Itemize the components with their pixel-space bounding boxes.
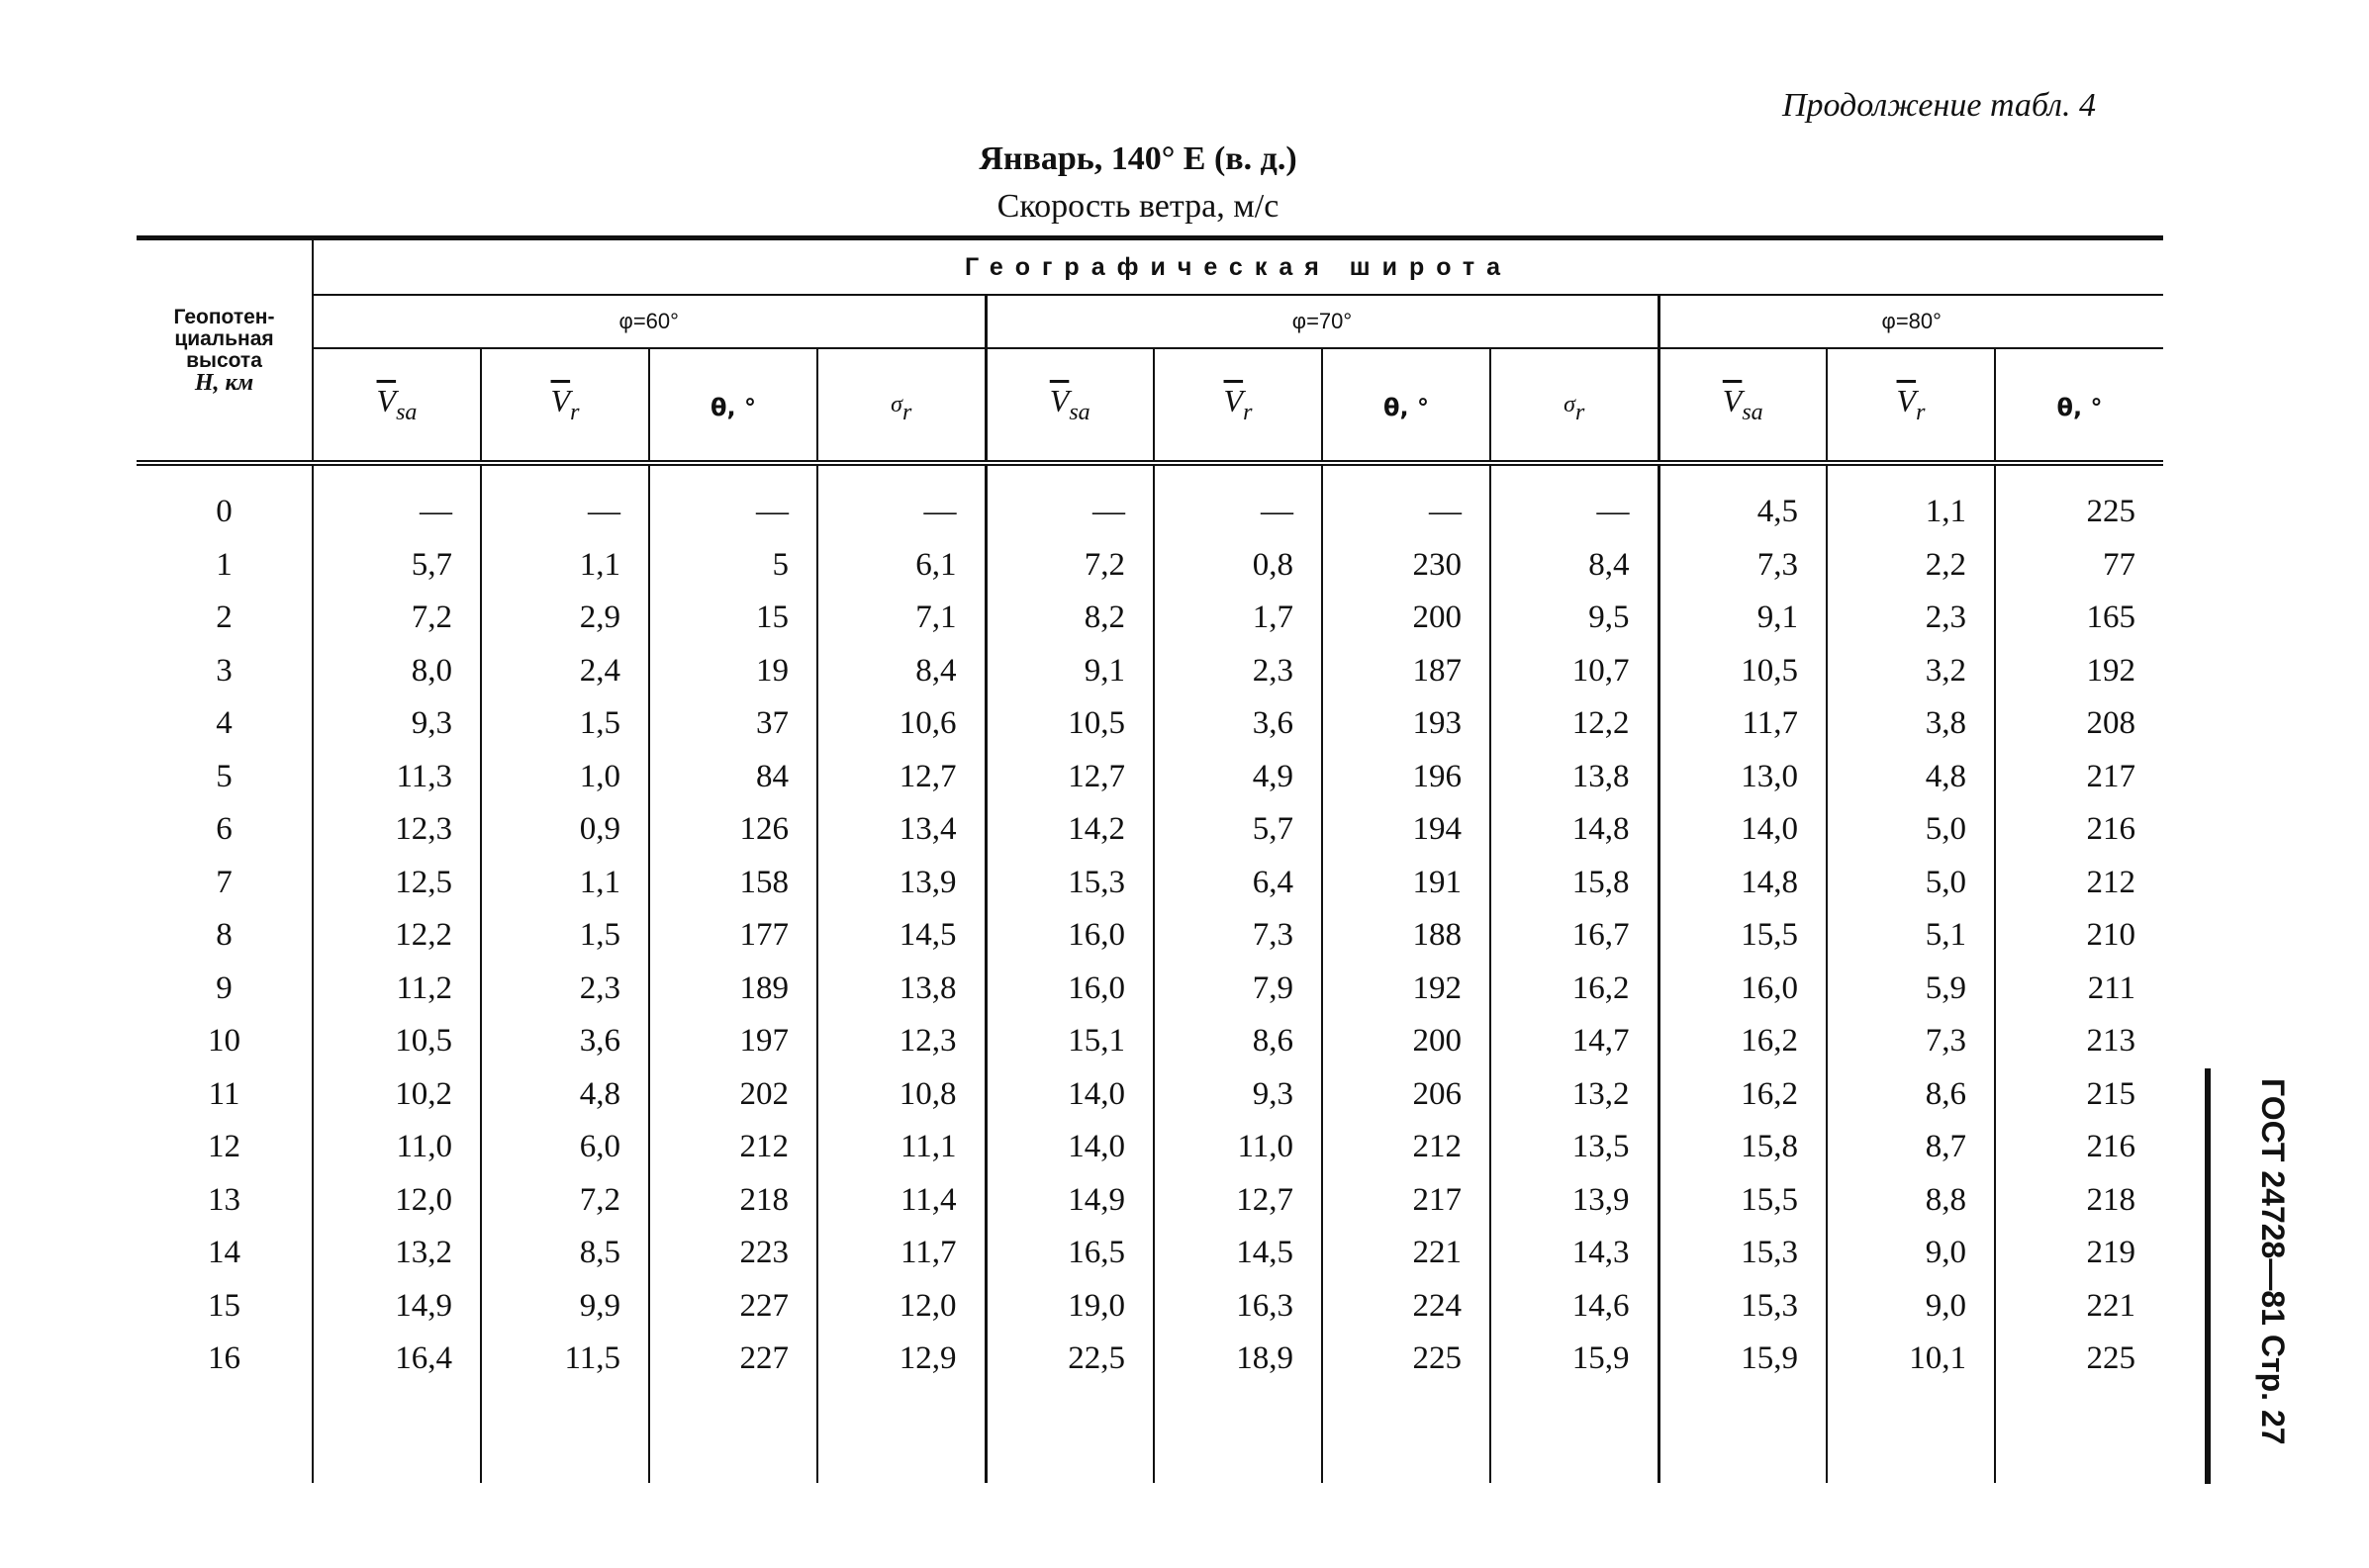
- table-row: [137, 1280, 2163, 1334]
- col-vsa-70: $\overline{V}_{sa}$: [986, 348, 1154, 463]
- cell-vsa-80: 16,2: [1658, 1015, 1827, 1068]
- row-header-line-3: высота: [186, 349, 262, 372]
- cell-height: 3: [137, 645, 313, 698]
- cell-vr-70: 9,3: [1154, 1068, 1322, 1122]
- cell-theta-80: 225: [1995, 1333, 2163, 1386]
- cell-sigma-70: 9,5: [1490, 592, 1658, 645]
- table-row: [137, 1227, 2163, 1280]
- col-theta-70: θ, °: [1322, 348, 1490, 463]
- cell-theta-70: 200: [1322, 1015, 1490, 1068]
- cell-theta-70: 212: [1322, 1121, 1490, 1174]
- cell-vr-80: 3,2: [1827, 645, 1995, 698]
- cell-vr-70: 3,6: [1154, 697, 1322, 751]
- cell-sigma-60: 13,9: [817, 857, 986, 910]
- cell-theta-70: 188: [1322, 909, 1490, 963]
- cell-vr-60: 2,3: [481, 963, 649, 1016]
- cell-height: 14: [137, 1227, 313, 1280]
- cell-vr-80: 1,1: [1827, 486, 1995, 539]
- cell-sigma-60: 8,4: [817, 645, 986, 698]
- cell-sigma-70: 16,7: [1490, 909, 1658, 963]
- cell-theta-60: 177: [649, 909, 817, 963]
- cell-vr-60: 1,1: [481, 857, 649, 910]
- cell-vr-80: 8,6: [1827, 1068, 1995, 1122]
- col-vsa-80: $\overline{V}_{sa}$: [1658, 348, 1827, 463]
- cell-sigma-70: 13,8: [1490, 751, 1658, 804]
- cell-vr-70: 1,7: [1154, 592, 1322, 645]
- table-row: [137, 803, 2163, 857]
- cell-sigma-70: 14,8: [1490, 803, 1658, 857]
- cell-vr-80: 5,0: [1827, 857, 1995, 910]
- cell-theta-70: 206: [1322, 1068, 1490, 1122]
- table-row: [137, 1068, 2163, 1122]
- cell-sigma-70: 13,5: [1490, 1121, 1658, 1174]
- cell-height: 11: [137, 1068, 313, 1122]
- cell-vr-60: 9,9: [481, 1280, 649, 1334]
- col-theta-60: θ, °: [649, 348, 817, 463]
- cell-vr-70: 2,3: [1154, 645, 1322, 698]
- cell-theta-80: 225: [1995, 486, 2163, 539]
- cell-sigma-70: 14,7: [1490, 1015, 1658, 1068]
- cell-vr-80: 2,3: [1827, 592, 1995, 645]
- latitude-60-header: φ=60°: [313, 295, 986, 348]
- row-header-unit: H, км: [194, 370, 254, 396]
- cell-sigma-70: 12,2: [1490, 697, 1658, 751]
- cell-theta-60: 158: [649, 857, 817, 910]
- cell-vsa-60: 11,2: [396, 969, 452, 1006]
- cell-vr-80: 4,8: [1827, 751, 1995, 804]
- table-body: [137, 463, 2163, 1483]
- cell-sigma-70: 15,9: [1490, 1333, 1658, 1386]
- cell-vr-80: 7,3: [1827, 1015, 1995, 1068]
- table-row: [137, 486, 2163, 539]
- cell-vsa-70: 16,5: [986, 1227, 1154, 1280]
- table-row: [137, 857, 2163, 910]
- cell-vsa-70: 8,2: [986, 592, 1154, 645]
- cell-height: 6: [137, 803, 313, 857]
- col-vr-80: $\overline{V}_r$: [1827, 348, 1995, 463]
- cell-theta-70: 191: [1322, 857, 1490, 910]
- cell-vsa-80: 15,3: [1658, 1227, 1827, 1280]
- cell-vsa-70: 22,5: [986, 1333, 1154, 1386]
- body-spacer: [137, 463, 2163, 486]
- cell-theta-80: 192: [1995, 645, 2163, 698]
- cell-vsa-80: 15,5: [1658, 1174, 1827, 1228]
- cell-sigma-70: 15,8: [1490, 857, 1658, 910]
- table-row: [137, 909, 2163, 963]
- cell-vr-80: 3,8: [1827, 697, 1995, 751]
- cell-vsa-70: —: [986, 486, 1154, 539]
- cell-vsa-60: 12,0: [395, 1181, 452, 1218]
- cell-height: 16: [137, 1333, 313, 1386]
- cell-sigma-60: 6,1: [817, 539, 986, 593]
- cell-theta-60: 202: [649, 1068, 817, 1122]
- cell-vsa-80: 15,8: [1658, 1121, 1827, 1174]
- cell-height: 10: [137, 1015, 313, 1068]
- cell-theta-60: 227: [649, 1333, 817, 1386]
- cell-theta-80: 210: [1995, 909, 2163, 963]
- cell-theta-80: 208: [1995, 697, 2163, 751]
- cell-vsa-60: 14,9: [395, 1287, 452, 1324]
- cell-vsa-80: 9,1: [1658, 592, 1827, 645]
- cell-theta-60: 189: [649, 963, 817, 1016]
- col-vsa-60: $\overline{V}_{sa}$: [313, 348, 481, 463]
- table-row: [137, 1174, 2163, 1228]
- cell-sigma-60: 12,0: [817, 1280, 986, 1334]
- cell-vsa-70: 14,9: [986, 1174, 1154, 1228]
- latitude-80-header: φ=80°: [1658, 295, 2163, 348]
- cell-vr-60: —: [481, 486, 649, 539]
- cell-vsa-60: 10,2: [395, 1075, 452, 1112]
- cell-vr-80: 9,0: [1827, 1280, 1995, 1334]
- cell-vsa-80: 4,5: [1658, 486, 1827, 539]
- cell-height: 15: [137, 1280, 313, 1334]
- cell-vsa-60: 9,3: [411, 705, 452, 742]
- cell-vsa-60: 12,2: [395, 917, 452, 954]
- cell-vsa-80: 16,2: [1658, 1068, 1827, 1122]
- cell-height: 9: [137, 963, 313, 1016]
- cell-sigma-60: 12,3: [817, 1015, 986, 1068]
- col-theta-80: θ, °: [1995, 348, 2163, 463]
- cell-vr-60: 1,1: [481, 539, 649, 593]
- cell-sigma-60: 13,4: [817, 803, 986, 857]
- cell-vsa-80: 16,0: [1658, 963, 1827, 1016]
- cell-vr-70: 7,9: [1154, 963, 1322, 1016]
- cell-vsa-70: 9,1: [986, 645, 1154, 698]
- cell-theta-70: 196: [1322, 751, 1490, 804]
- cell-theta-80: 215: [1995, 1068, 2163, 1122]
- table-row: [137, 1121, 2163, 1174]
- col-sigma-70: $\sigma_r$: [1490, 348, 1658, 463]
- cell-theta-60: 197: [649, 1015, 817, 1068]
- table-row: [137, 1015, 2163, 1068]
- table-subtitle: Скорость ветра, м/с: [996, 188, 1279, 225]
- cell-vsa-80: 15,9: [1658, 1333, 1827, 1386]
- cell-theta-80: 216: [1995, 1121, 2163, 1174]
- cell-vsa-60: 12,3: [395, 811, 452, 848]
- cell-theta-60: 227: [649, 1280, 817, 1334]
- cell-sigma-70: 8,4: [1490, 539, 1658, 593]
- cell-height: 0: [137, 486, 313, 539]
- col-vr-60: $\overline{V}_r$: [481, 348, 649, 463]
- cell-vsa-70: 16,0: [986, 909, 1154, 963]
- cell-vr-70: 18,9: [1154, 1333, 1322, 1386]
- cell-theta-80: 221: [1995, 1280, 2163, 1334]
- cell-vsa-70: 15,3: [986, 857, 1154, 910]
- cell-sigma-60: 11,1: [817, 1121, 986, 1174]
- cell-sigma-70: —: [1490, 486, 1658, 539]
- cell-height: 2: [137, 592, 313, 645]
- cell-theta-80: 165: [1995, 592, 2163, 645]
- cell-vsa-70: 7,2: [986, 539, 1154, 593]
- cell-sigma-60: 10,6: [817, 697, 986, 751]
- cell-sigma-70: 10,7: [1490, 645, 1658, 698]
- cell-vr-70: 4,9: [1154, 751, 1322, 804]
- side-rule: [2205, 1068, 2254, 1484]
- cell-vr-60: 7,2: [481, 1174, 649, 1228]
- cell-theta-60: 37: [649, 697, 817, 751]
- cell-vsa-80: 14,8: [1658, 857, 1827, 910]
- cell-theta-60: 15: [649, 592, 817, 645]
- cell-vr-80: 10,1: [1827, 1333, 1995, 1386]
- cell-theta-70: 230: [1322, 539, 1490, 593]
- cell-vr-60: 4,8: [481, 1068, 649, 1122]
- cell-vr-70: 6,4: [1154, 857, 1322, 910]
- cell-theta-70: 224: [1322, 1280, 1490, 1334]
- row-header-line-1: Геопотен-: [173, 306, 275, 328]
- cell-vsa-70: 12,7: [986, 751, 1154, 804]
- latitude-group-header: Географическая широта: [313, 238, 2163, 296]
- cell-vsa-80: 13,0: [1658, 751, 1827, 804]
- cell-vr-80: 2,2: [1827, 539, 1995, 593]
- cell-theta-60: 5: [649, 539, 817, 593]
- cell-sigma-60: 13,8: [817, 963, 986, 1016]
- cell-height: 4: [137, 697, 313, 751]
- cell-sigma-70: 14,3: [1490, 1227, 1658, 1280]
- cell-vsa-80: 15,3: [1658, 1280, 1827, 1334]
- cell-vsa-60: 12,5: [395, 864, 452, 900]
- cell-vr-60: 3,6: [481, 1015, 649, 1068]
- table-row: [137, 963, 2163, 1016]
- cell-vsa-70: 14,2: [986, 803, 1154, 857]
- cell-height: 7: [137, 857, 313, 910]
- table-row: [137, 539, 2163, 593]
- standard-page-label: ГОСТ 24728—81 Стр. 27: [2255, 1078, 2291, 1445]
- cell-theta-60: 212: [649, 1121, 817, 1174]
- cell-sigma-60: —: [817, 486, 986, 539]
- cell-vr-60: 1,0: [481, 751, 649, 804]
- cell-height: 12: [137, 1121, 313, 1174]
- cell-vsa-70: 16,0: [986, 963, 1154, 1016]
- cell-theta-70: 221: [1322, 1227, 1490, 1280]
- cell-height: 1: [137, 539, 313, 593]
- cell-vsa-60: 11,3: [396, 758, 452, 794]
- cell-theta-80: 217: [1995, 751, 2163, 804]
- table-title: Январь, 140° Е (в. д.): [979, 140, 1297, 177]
- cell-vr-70: 7,3: [1154, 909, 1322, 963]
- cell-theta-80: 77: [1995, 539, 2163, 593]
- table-row: [137, 645, 2163, 698]
- cell-theta-70: —: [1322, 486, 1490, 539]
- cell-vr-80: 9,0: [1827, 1227, 1995, 1280]
- cell-theta-80: 219: [1995, 1227, 2163, 1280]
- cell-sigma-70: 16,2: [1490, 963, 1658, 1016]
- cell-vr-60: 6,0: [481, 1121, 649, 1174]
- cell-sigma-60: 10,8: [817, 1068, 986, 1122]
- cell-vr-80: 8,7: [1827, 1121, 1995, 1174]
- cell-height: 8: [137, 909, 313, 963]
- cell-theta-60: —: [649, 486, 817, 539]
- cell-vsa-70: 15,1: [986, 1015, 1154, 1068]
- cell-sigma-70: 14,6: [1490, 1280, 1658, 1334]
- cell-vsa-60: 13,2: [395, 1235, 452, 1271]
- table-row: [137, 1333, 2163, 1386]
- cell-vr-70: —: [1154, 486, 1322, 539]
- cell-sigma-60: 11,7: [817, 1227, 986, 1280]
- cell-vsa-60: 7,2: [411, 600, 452, 636]
- cell-height: 5: [137, 751, 313, 804]
- cell-vr-60: 0,9: [481, 803, 649, 857]
- cell-theta-60: 223: [649, 1227, 817, 1280]
- cell-theta-70: 194: [1322, 803, 1490, 857]
- cell-vr-70: 16,3: [1154, 1280, 1322, 1334]
- col-vr-70: $\overline{V}_r$: [1154, 348, 1322, 463]
- cell-theta-70: 192: [1322, 963, 1490, 1016]
- cell-theta-60: 19: [649, 645, 817, 698]
- cell-vr-80: 5,0: [1827, 803, 1995, 857]
- cell-vr-60: 2,4: [481, 645, 649, 698]
- cell-vr-80: 5,1: [1827, 909, 1995, 963]
- cell-vr-60: 1,5: [481, 909, 649, 963]
- cell-theta-80: 213: [1995, 1015, 2163, 1068]
- cell-vsa-70: 14,0: [986, 1068, 1154, 1122]
- cell-vr-60: 8,5: [481, 1227, 649, 1280]
- cell-vsa-60: 10,5: [395, 1023, 452, 1060]
- cell-theta-70: 200: [1322, 592, 1490, 645]
- table-row: [137, 592, 2163, 645]
- cell-vr-70: 0,8: [1154, 539, 1322, 593]
- cell-vsa-80: 10,5: [1658, 645, 1827, 698]
- cell-sigma-60: 12,9: [817, 1333, 986, 1386]
- cell-vsa-70: 19,0: [986, 1280, 1154, 1334]
- cell-sigma-70: 13,9: [1490, 1174, 1658, 1228]
- cell-vsa-60: —: [420, 494, 452, 530]
- cell-theta-60: 126: [649, 803, 817, 857]
- cell-vr-80: 8,8: [1827, 1174, 1995, 1228]
- cell-vsa-80: 11,7: [1658, 697, 1827, 751]
- cell-sigma-60: 14,5: [817, 909, 986, 963]
- cell-vr-70: 8,6: [1154, 1015, 1322, 1068]
- cell-vr-60: 11,5: [481, 1333, 649, 1386]
- row-header: [137, 238, 313, 464]
- cell-vr-70: 12,7: [1154, 1174, 1322, 1228]
- cell-theta-70: 187: [1322, 645, 1490, 698]
- cell-vsa-80: 7,3: [1658, 539, 1827, 593]
- cell-vr-60: 1,5: [481, 697, 649, 751]
- cell-vr-70: 11,0: [1154, 1121, 1322, 1174]
- cell-vsa-60: 8,0: [411, 652, 452, 689]
- body-tail: [137, 1386, 2163, 1483]
- cell-theta-80: 211: [1995, 963, 2163, 1016]
- cell-theta-70: 217: [1322, 1174, 1490, 1228]
- cell-theta-70: 193: [1322, 697, 1490, 751]
- cell-vr-70: 14,5: [1154, 1227, 1322, 1280]
- cell-vsa-60: 16,4: [395, 1340, 452, 1377]
- cell-sigma-60: 7,1: [817, 592, 986, 645]
- row-header-line-2: циальная: [174, 327, 274, 350]
- cell-theta-70: 225: [1322, 1333, 1490, 1386]
- cell-vsa-60: 11,0: [396, 1129, 452, 1165]
- cell-sigma-70: 13,2: [1490, 1068, 1658, 1122]
- cell-sigma-60: 11,4: [817, 1174, 986, 1228]
- cell-vr-60: 2,9: [481, 592, 649, 645]
- cell-vsa-80: 14,0: [1658, 803, 1827, 857]
- cell-vsa-70: 10,5: [986, 697, 1154, 751]
- cell-sigma-60: 12,7: [817, 751, 986, 804]
- cell-theta-60: 84: [649, 751, 817, 804]
- continuation-label: Продолжение табл. 4: [1781, 87, 2096, 124]
- cell-vsa-70: 14,0: [986, 1121, 1154, 1174]
- cell-theta-80: 218: [1995, 1174, 2163, 1228]
- cell-theta-60: 218: [649, 1174, 817, 1228]
- cell-vr-80: 5,9: [1827, 963, 1995, 1016]
- col-sigma-60: $\sigma_r$: [817, 348, 986, 463]
- cell-vsa-60: 5,7: [411, 546, 452, 583]
- table-row: [137, 697, 2163, 751]
- table-row: [137, 751, 2163, 804]
- cell-theta-80: 212: [1995, 857, 2163, 910]
- cell-height: 13: [137, 1174, 313, 1228]
- cell-theta-80: 216: [1995, 803, 2163, 857]
- cell-vr-70: 5,7: [1154, 803, 1322, 857]
- cell-vsa-80: 15,5: [1658, 909, 1827, 963]
- latitude-70-header: φ=70°: [986, 295, 1658, 348]
- wind-speed-table: [137, 235, 2163, 1483]
